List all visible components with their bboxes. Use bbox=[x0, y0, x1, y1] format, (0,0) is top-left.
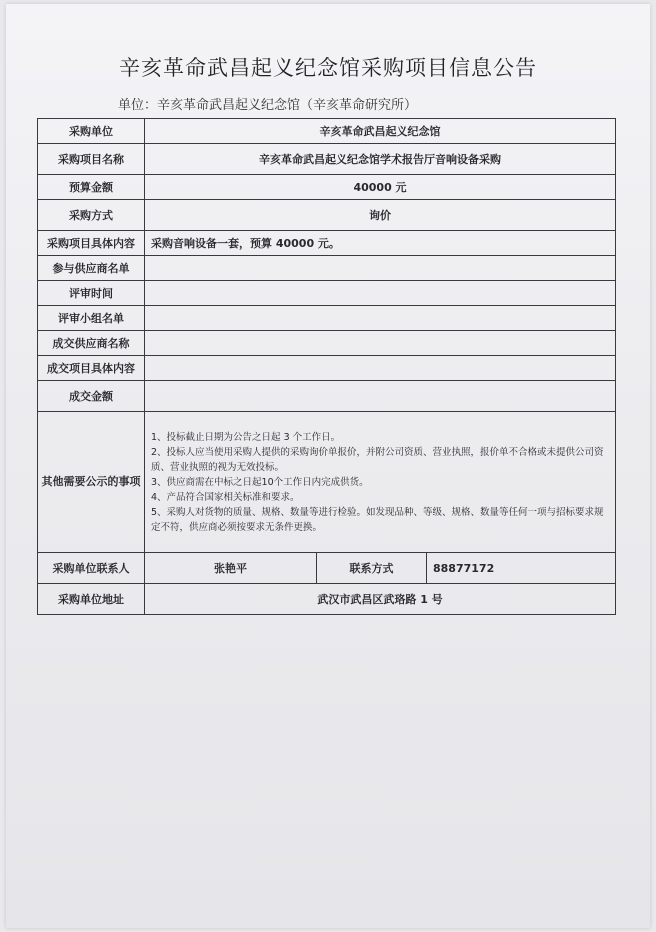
table-row bbox=[38, 356, 616, 381]
note-item: 3、供应商需在中标之日起10个工作日内完成供货。 bbox=[151, 476, 369, 488]
row-value bbox=[145, 256, 616, 281]
table-row bbox=[38, 119, 616, 144]
row-value bbox=[145, 381, 616, 412]
row-label: 评审时间 bbox=[38, 281, 145, 306]
table-row bbox=[38, 175, 616, 200]
row-label: 预算金额 bbox=[38, 175, 145, 200]
table-row bbox=[38, 306, 616, 331]
row-value: 辛亥革命武昌起义纪念馆 bbox=[145, 119, 616, 144]
note-item: 5、采购人对货物的质量、规格、数量等进行检验。如发现品种、等级、规格、数量等任何一项与招标要求规定不符，供应商必须按要求无条件更换。 bbox=[151, 506, 604, 533]
table-row bbox=[38, 231, 616, 256]
note-item: 4、产品符合国家相关标准和要求。 bbox=[151, 491, 300, 503]
row-label: 成交金额 bbox=[38, 381, 145, 412]
address-row bbox=[38, 584, 616, 615]
row-label: 评审小组名单 bbox=[38, 306, 145, 331]
document-title: 辛亥革命武昌起义纪念馆采购项目信息公告 bbox=[119, 56, 537, 80]
row-value bbox=[145, 281, 616, 306]
row-label: 采购单位 bbox=[38, 119, 145, 144]
row-value: 40000 元 bbox=[145, 175, 616, 200]
row-value: 采购音响设备一套，预算 40000 元。 bbox=[145, 231, 616, 256]
table-row bbox=[38, 200, 616, 231]
row-value bbox=[145, 306, 616, 331]
row-label: 采购项目具体内容 bbox=[38, 231, 145, 256]
row-value bbox=[145, 356, 616, 381]
table-row bbox=[38, 144, 616, 175]
address-label: 采购单位地址 bbox=[38, 584, 145, 615]
table-row bbox=[38, 256, 616, 281]
row-value bbox=[145, 331, 616, 356]
notes-content bbox=[145, 412, 616, 553]
row-label: 成交供应商名称 bbox=[38, 331, 145, 356]
contact-row bbox=[38, 553, 616, 584]
table-row bbox=[38, 331, 616, 356]
notes-label: 其他需要公示的事项 bbox=[38, 412, 145, 553]
row-value: 询价 bbox=[145, 200, 616, 231]
table-row bbox=[38, 381, 616, 412]
phone-value: 88877172 bbox=[427, 553, 616, 584]
procurement-table bbox=[37, 118, 616, 615]
address-value: 武汉市武昌区武珞路 1 号 bbox=[145, 584, 616, 615]
row-label: 采购项目名称 bbox=[38, 144, 145, 175]
row-label: 参与供应商名单 bbox=[38, 256, 145, 281]
phone-label: 联系方式 bbox=[317, 553, 427, 584]
notes-row bbox=[38, 412, 616, 553]
contact-label: 采购单位联系人 bbox=[38, 553, 145, 584]
contact-name: 张艳平 bbox=[145, 553, 317, 584]
unit-line: 单位：辛亥革命武昌起义纪念馆（辛亥革命研究所） bbox=[118, 98, 418, 113]
table-row bbox=[38, 281, 616, 306]
note-item: 1、投标截止日期为公告之日起 3 个工作日。 bbox=[151, 431, 341, 443]
note-item: 2、投标人应当使用采购人提供的采购询价单报价，并附公司资质、营业执照，报价单不合格或未提供公司资质、营业执照的视为无效投标。 bbox=[151, 446, 604, 473]
row-label: 采购方式 bbox=[38, 200, 145, 231]
row-label: 成交项目具体内容 bbox=[38, 356, 145, 381]
row-value: 辛亥革命武昌起义纪念馆学术报告厅音响设备采购 bbox=[145, 144, 616, 175]
